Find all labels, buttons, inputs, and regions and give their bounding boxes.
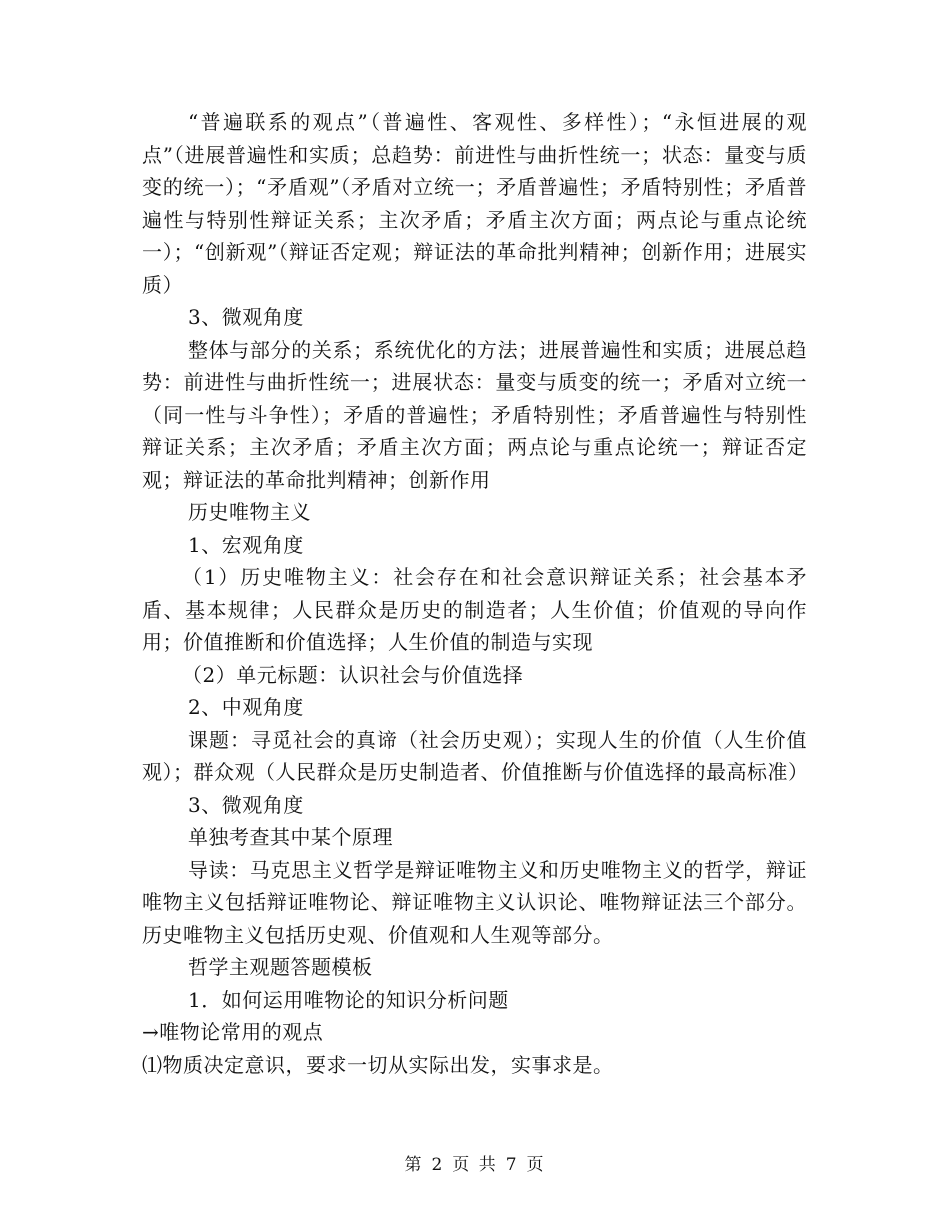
paragraph-historical-materialism-macro: （1）历史唯物主义：社会存在和社会意识辩证关系；社会基本矛盾、基本规律；人民群众是历史的制造者；人生价值；价值观的导向作用；价值推断和价值选择；人生价值的制造与实现	[142, 565, 807, 654]
heading-micro-perspective-1: 3、微观角度	[188, 305, 304, 329]
subheading-materialism-views: →唯物论常用的观点	[142, 1020, 324, 1044]
footer-total-pages: 7	[505, 1155, 519, 1175]
heading-micro-perspective-2: 3、微观角度	[188, 792, 304, 817]
footer-label-mid: 页 共	[452, 1155, 498, 1175]
footer-current-page: 2	[431, 1155, 445, 1175]
heading-answer-template: 哲学主观题答题模板	[188, 955, 373, 979]
heading-historical-materialism: 历史唯物主义	[188, 500, 311, 524]
footer-label-post: 页	[526, 1155, 546, 1175]
footer-label-pre: 第	[404, 1155, 424, 1175]
list-item-matter-determines-consciousness: ⑴物质决定意识，要求一切从实际出发，实事求是。	[142, 1052, 614, 1077]
paragraph-lesson-topics: 课题：寻觅社会的真谛（社会历史观）；实现人生的价值（人生价值观）；群众观（人民群众是历史制造者、价值推断与价值选择的最高标准）	[142, 727, 809, 784]
page-footer	[0, 1150, 950, 1175]
paragraph-dialectics-views: “普遍联系的观点”（普遍性、客观性、多样性）；“永恒进展的观点”（进展普遍性和实质；总趋势：前进性与曲折性统一；状态：量变与质变的统一）；“矛盾观”（矛盾对立统一；矛盾普遍性；矛盾特别性；矛盾普遍性与特别性辩证关系；主次矛盾；矛盾主次方面；两点论与重点论统一）；“创新观”（辩证否定观；辩证法的革命批判精神；创新作用；进展实质）	[142, 110, 807, 297]
heading-meso-perspective: 2、中观角度	[188, 695, 304, 719]
paragraph-micro-principles: 整体与部分的关系；系统优化的方法；进展普遍性和实质；进展总趋势：前进性与曲折性统一；进展状态：量变与质变的统一；矛盾对立统一（同一性与斗争性）；矛盾的普遍性；矛盾特别性；矛盾普遍性与特别性辩证关系；主次矛盾；矛盾主次方面；两点论与重点论统一；辩证否定观；辩证法的革命批判精神；创新作用	[142, 337, 807, 492]
heading-materialism-analysis: 1．如何运用唯物论的知识分析问题	[188, 987, 509, 1012]
paragraph-unit-title: （2）单元标题：认识社会与价值选择	[182, 662, 524, 687]
paragraph-introduction: 导读：马克思主义哲学是辩证唯物主义和历史唯物主义的哲学，辩证唯物主义包括辩证唯物论、辩证唯物主义认识论、唯物辩证法三个部分。历史唯物主义包括历史观、价值观和人生观等部分。	[142, 857, 807, 947]
paragraph-single-principle: 单独考查其中某个原理	[188, 825, 393, 849]
document-body	[142, 106, 807, 1081]
heading-macro-perspective: 1、宏观角度	[188, 532, 304, 557]
